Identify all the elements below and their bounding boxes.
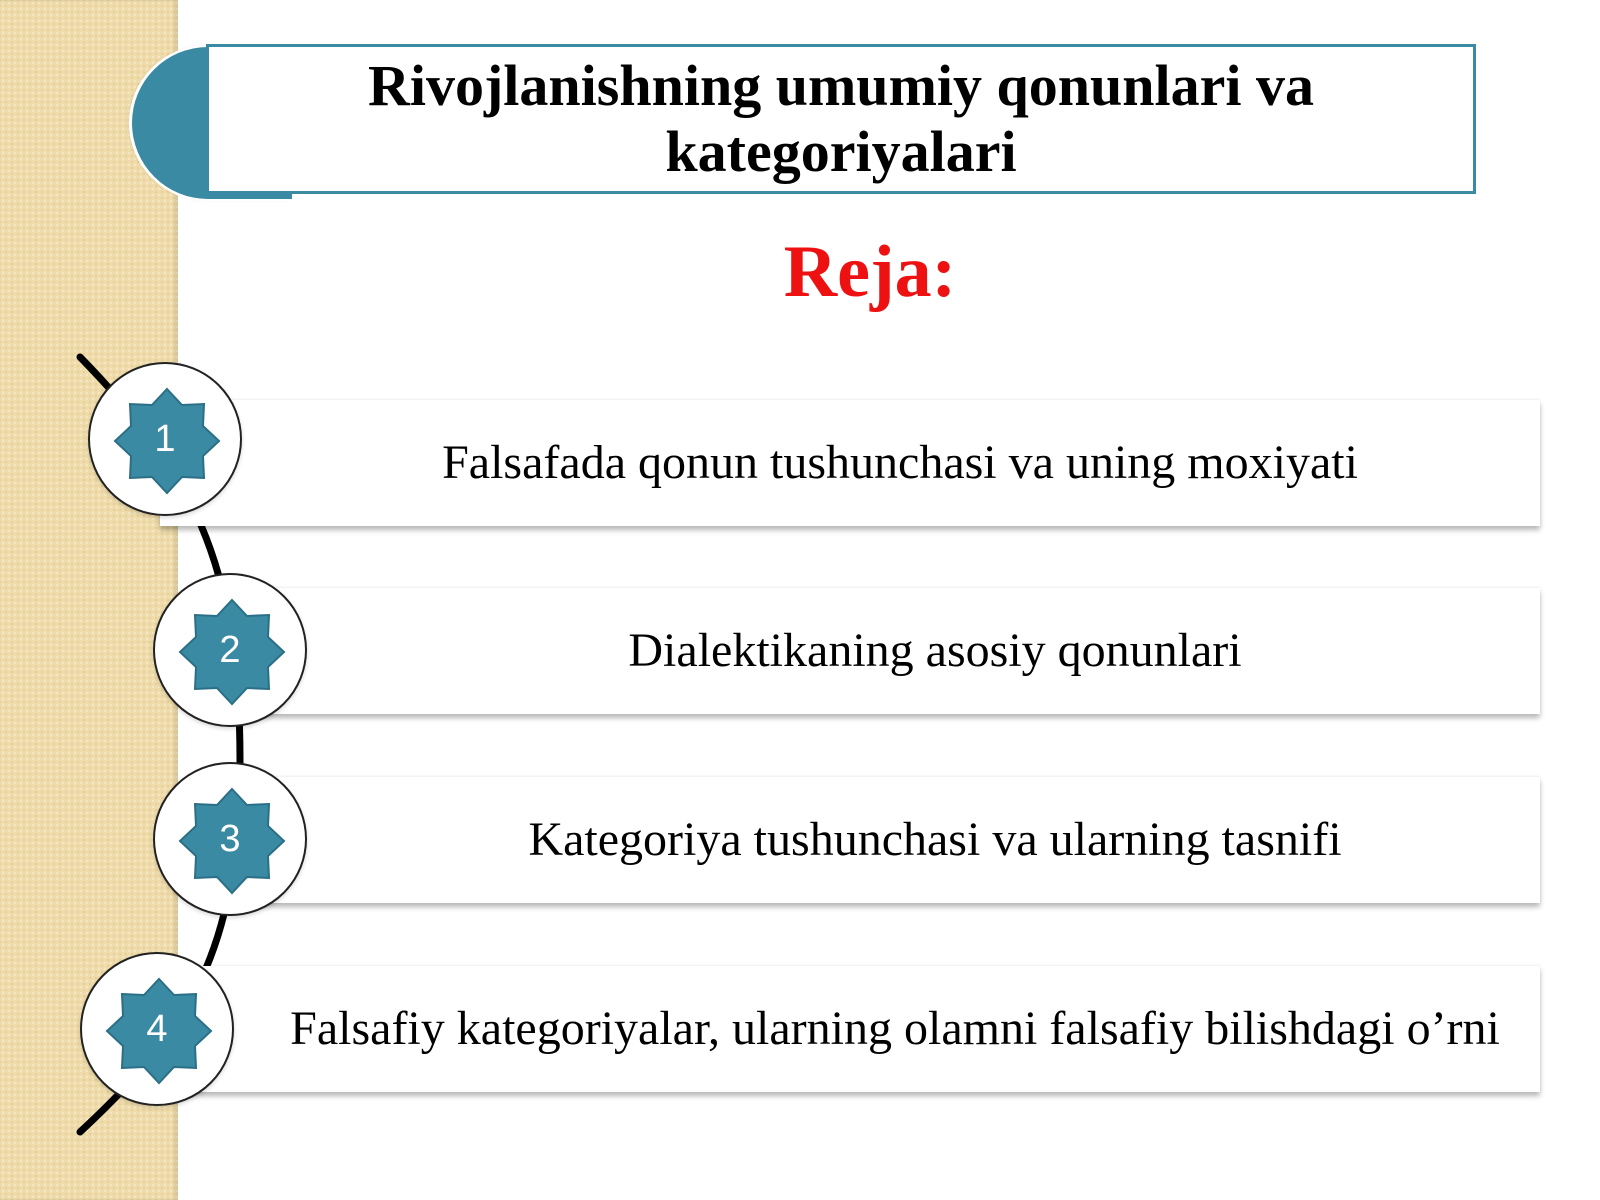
plan-item-3-badge <box>153 762 307 916</box>
plan-item-2-badge <box>153 573 307 727</box>
plan-item-3 <box>240 777 1540 903</box>
plan-item-text: Falsafada qonun tushunchasi va uning moxiyati <box>442 436 1358 489</box>
plan-item-2 <box>240 588 1540 714</box>
badge-number: 2 <box>219 628 241 671</box>
badge-number: 1 <box>154 417 176 460</box>
badge-number: 4 <box>146 1007 168 1050</box>
plan-item-text: Dialektikaning asosiy qonunlari <box>628 624 1242 677</box>
badge-number: 3 <box>219 817 241 860</box>
plan-item-text: Falsafiy kategoriyalar, ularning olamni falsafiy bilishdagi o’rni <box>290 1002 1500 1055</box>
plan-item-1-badge <box>88 362 242 516</box>
plan-item-text: Kategoriya tushunchasi va ularning tasnifi <box>528 813 1342 866</box>
plan-item-4-badge <box>80 952 234 1106</box>
plan-item-1 <box>160 400 1540 526</box>
plan-item-4 <box>160 966 1540 1092</box>
title-box <box>206 44 1476 194</box>
page-title: Rivojlanishning umumiy qonunlari va kategoriyalari <box>367 53 1314 184</box>
plan-heading: Reja: <box>783 231 957 313</box>
